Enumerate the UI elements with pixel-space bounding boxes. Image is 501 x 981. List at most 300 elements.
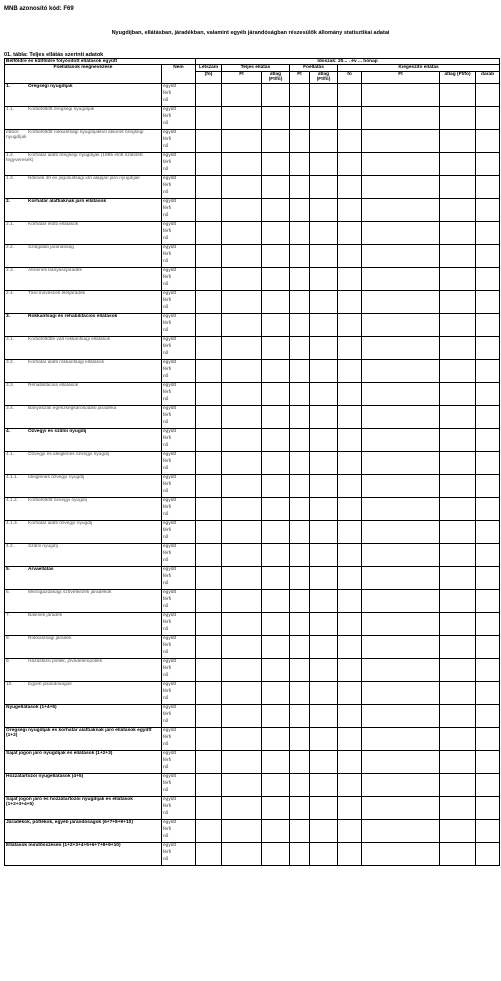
data-cell[interactable] (362, 336, 440, 359)
data-cell[interactable] (362, 658, 440, 681)
data-cell[interactable] (262, 842, 290, 865)
data-cell[interactable] (440, 451, 476, 474)
data-cell[interactable] (196, 727, 222, 750)
data-cell[interactable] (262, 750, 290, 773)
data-cell[interactable] (262, 313, 290, 336)
data-cell[interactable] (338, 681, 362, 704)
data-cell[interactable] (338, 474, 362, 497)
data-cell[interactable] (362, 129, 440, 152)
data-cell[interactable] (440, 382, 476, 405)
data-cell[interactable] (362, 497, 440, 520)
data-cell[interactable] (476, 198, 500, 221)
data-cell[interactable] (290, 612, 310, 635)
data-cell[interactable] (222, 773, 262, 796)
data-cell[interactable] (262, 796, 290, 819)
data-cell[interactable] (476, 382, 500, 405)
data-cell[interactable] (262, 635, 290, 658)
data-cell[interactable] (222, 681, 262, 704)
data-cell[interactable] (440, 336, 476, 359)
data-cell[interactable] (222, 244, 262, 267)
data-cell[interactable] (290, 635, 310, 658)
data-cell[interactable] (440, 106, 476, 129)
data-cell[interactable] (338, 267, 362, 290)
data-cell[interactable] (290, 428, 310, 451)
data-cell[interactable] (196, 129, 222, 152)
data-cell[interactable] (290, 681, 310, 704)
data-cell[interactable] (290, 704, 310, 727)
data-cell[interactable] (362, 83, 440, 106)
data-cell[interactable] (196, 635, 222, 658)
data-cell[interactable] (262, 221, 290, 244)
data-cell[interactable] (476, 704, 500, 727)
data-cell[interactable] (262, 267, 290, 290)
data-cell[interactable] (196, 750, 222, 773)
data-cell[interactable] (338, 359, 362, 382)
data-cell[interactable] (476, 497, 500, 520)
data-cell[interactable] (338, 175, 362, 198)
data-cell[interactable] (222, 267, 262, 290)
data-cell[interactable] (196, 198, 222, 221)
data-cell[interactable] (338, 635, 362, 658)
data-cell[interactable] (310, 474, 338, 497)
data-cell[interactable] (310, 773, 338, 796)
data-cell[interactable] (476, 635, 500, 658)
data-cell[interactable] (222, 405, 262, 428)
data-cell[interactable] (440, 313, 476, 336)
data-cell[interactable] (290, 543, 310, 566)
data-cell[interactable] (262, 359, 290, 382)
data-cell[interactable] (290, 497, 310, 520)
data-cell[interactable] (310, 175, 338, 198)
data-cell[interactable] (362, 819, 440, 842)
data-cell[interactable] (222, 198, 262, 221)
data-cell[interactable] (440, 589, 476, 612)
data-cell[interactable] (196, 566, 222, 589)
data-cell[interactable] (196, 681, 222, 704)
data-cell[interactable] (362, 704, 440, 727)
data-cell[interactable] (196, 267, 222, 290)
data-cell[interactable] (476, 773, 500, 796)
data-cell[interactable] (196, 83, 222, 106)
data-cell[interactable] (222, 704, 262, 727)
data-cell[interactable] (310, 451, 338, 474)
data-cell[interactable] (196, 451, 222, 474)
data-cell[interactable] (290, 83, 310, 106)
data-cell[interactable] (440, 152, 476, 175)
data-cell[interactable] (290, 106, 310, 129)
data-cell[interactable] (196, 773, 222, 796)
data-cell[interactable] (290, 267, 310, 290)
data-cell[interactable] (440, 842, 476, 865)
data-cell[interactable] (262, 589, 290, 612)
data-cell[interactable] (476, 658, 500, 681)
data-cell[interactable] (476, 244, 500, 267)
data-cell[interactable] (262, 290, 290, 313)
data-cell[interactable] (262, 336, 290, 359)
data-cell[interactable] (476, 750, 500, 773)
data-cell[interactable] (440, 175, 476, 198)
data-cell[interactable] (476, 313, 500, 336)
data-cell[interactable] (290, 658, 310, 681)
data-cell[interactable] (310, 221, 338, 244)
data-cell[interactable] (476, 842, 500, 865)
data-cell[interactable] (222, 83, 262, 106)
data-cell[interactable] (222, 313, 262, 336)
data-cell[interactable] (362, 267, 440, 290)
data-cell[interactable] (290, 359, 310, 382)
data-cell[interactable] (196, 152, 222, 175)
data-cell[interactable] (262, 704, 290, 727)
data-cell[interactable] (310, 290, 338, 313)
data-cell[interactable] (196, 612, 222, 635)
data-cell[interactable] (338, 520, 362, 543)
data-cell[interactable] (440, 497, 476, 520)
data-cell[interactable] (310, 543, 338, 566)
data-cell[interactable] (290, 313, 310, 336)
data-cell[interactable] (222, 175, 262, 198)
data-cell[interactable] (476, 428, 500, 451)
data-cell[interactable] (362, 290, 440, 313)
data-cell[interactable] (476, 819, 500, 842)
data-cell[interactable] (196, 405, 222, 428)
data-cell[interactable] (222, 451, 262, 474)
data-cell[interactable] (310, 704, 338, 727)
data-cell[interactable] (476, 106, 500, 129)
data-cell[interactable] (262, 428, 290, 451)
data-cell[interactable] (290, 727, 310, 750)
data-cell[interactable] (310, 819, 338, 842)
data-cell[interactable] (440, 290, 476, 313)
data-cell[interactable] (310, 796, 338, 819)
data-cell[interactable] (262, 658, 290, 681)
data-cell[interactable] (196, 474, 222, 497)
data-cell[interactable] (440, 221, 476, 244)
data-cell[interactable] (362, 773, 440, 796)
data-cell[interactable] (222, 520, 262, 543)
data-cell[interactable] (196, 497, 222, 520)
data-cell[interactable] (362, 152, 440, 175)
data-cell[interactable] (310, 359, 338, 382)
data-cell[interactable] (338, 152, 362, 175)
data-cell[interactable] (338, 244, 362, 267)
data-cell[interactable] (362, 428, 440, 451)
data-cell[interactable] (290, 589, 310, 612)
data-cell[interactable] (262, 198, 290, 221)
data-cell[interactable] (290, 221, 310, 244)
data-cell[interactable] (196, 244, 222, 267)
data-cell[interactable] (362, 566, 440, 589)
data-cell[interactable] (262, 382, 290, 405)
data-cell[interactable] (290, 244, 310, 267)
data-cell[interactable] (222, 290, 262, 313)
data-cell[interactable] (338, 290, 362, 313)
data-cell[interactable] (338, 750, 362, 773)
data-cell[interactable] (222, 474, 262, 497)
data-cell[interactable] (476, 543, 500, 566)
data-cell[interactable] (310, 129, 338, 152)
data-cell[interactable] (310, 83, 338, 106)
data-cell[interactable] (440, 566, 476, 589)
data-cell[interactable] (440, 405, 476, 428)
data-cell[interactable] (362, 681, 440, 704)
data-cell[interactable] (362, 520, 440, 543)
data-cell[interactable] (222, 796, 262, 819)
data-cell[interactable] (338, 727, 362, 750)
data-cell[interactable] (290, 152, 310, 175)
data-cell[interactable] (476, 612, 500, 635)
data-cell[interactable] (338, 842, 362, 865)
data-cell[interactable] (196, 704, 222, 727)
data-cell[interactable] (362, 451, 440, 474)
data-cell[interactable] (440, 543, 476, 566)
data-cell[interactable] (362, 198, 440, 221)
data-cell[interactable] (196, 313, 222, 336)
data-cell[interactable] (310, 681, 338, 704)
data-cell[interactable] (310, 612, 338, 635)
data-cell[interactable] (338, 106, 362, 129)
data-cell[interactable] (310, 313, 338, 336)
data-cell[interactable] (262, 152, 290, 175)
data-cell[interactable] (262, 244, 290, 267)
data-cell[interactable] (338, 497, 362, 520)
data-cell[interactable] (440, 727, 476, 750)
data-cell[interactable] (222, 382, 262, 405)
data-cell[interactable] (310, 497, 338, 520)
data-cell[interactable] (362, 221, 440, 244)
data-cell[interactable] (262, 612, 290, 635)
data-cell[interactable] (310, 428, 338, 451)
data-cell[interactable] (290, 129, 310, 152)
data-cell[interactable] (440, 244, 476, 267)
data-cell[interactable] (362, 589, 440, 612)
data-cell[interactable] (476, 796, 500, 819)
data-cell[interactable] (338, 796, 362, 819)
data-cell[interactable] (222, 658, 262, 681)
data-cell[interactable] (476, 267, 500, 290)
data-cell[interactable] (262, 681, 290, 704)
data-cell[interactable] (310, 566, 338, 589)
data-cell[interactable] (222, 359, 262, 382)
data-cell[interactable] (290, 175, 310, 198)
data-cell[interactable] (338, 773, 362, 796)
data-cell[interactable] (476, 405, 500, 428)
data-cell[interactable] (362, 796, 440, 819)
data-cell[interactable] (262, 773, 290, 796)
data-cell[interactable] (362, 612, 440, 635)
data-cell[interactable] (338, 451, 362, 474)
data-cell[interactable] (440, 474, 476, 497)
data-cell[interactable] (262, 451, 290, 474)
data-cell[interactable] (476, 290, 500, 313)
data-cell[interactable] (310, 750, 338, 773)
data-cell[interactable] (262, 497, 290, 520)
data-cell[interactable] (310, 842, 338, 865)
data-cell[interactable] (196, 382, 222, 405)
data-cell[interactable] (196, 106, 222, 129)
data-cell[interactable] (338, 543, 362, 566)
data-cell[interactable] (476, 727, 500, 750)
data-cell[interactable] (338, 566, 362, 589)
data-cell[interactable] (338, 819, 362, 842)
data-cell[interactable] (196, 290, 222, 313)
data-cell[interactable] (440, 819, 476, 842)
data-cell[interactable] (338, 198, 362, 221)
data-cell[interactable] (338, 405, 362, 428)
data-cell[interactable] (440, 635, 476, 658)
data-cell[interactable] (338, 221, 362, 244)
data-cell[interactable] (440, 750, 476, 773)
data-cell[interactable] (196, 819, 222, 842)
data-cell[interactable] (362, 175, 440, 198)
data-cell[interactable] (222, 543, 262, 566)
data-cell[interactable] (476, 520, 500, 543)
data-cell[interactable] (362, 313, 440, 336)
data-cell[interactable] (362, 750, 440, 773)
data-cell[interactable] (222, 152, 262, 175)
data-cell[interactable] (290, 382, 310, 405)
data-cell[interactable] (196, 221, 222, 244)
data-cell[interactable] (262, 474, 290, 497)
data-cell[interactable] (338, 612, 362, 635)
data-cell[interactable] (262, 819, 290, 842)
data-cell[interactable] (222, 819, 262, 842)
data-cell[interactable] (338, 382, 362, 405)
data-cell[interactable] (338, 704, 362, 727)
data-cell[interactable] (310, 152, 338, 175)
data-cell[interactable] (222, 612, 262, 635)
data-cell[interactable] (362, 382, 440, 405)
data-cell[interactable] (476, 451, 500, 474)
data-cell[interactable] (310, 658, 338, 681)
data-cell[interactable] (290, 819, 310, 842)
data-cell[interactable] (290, 750, 310, 773)
data-cell[interactable] (476, 129, 500, 152)
data-cell[interactable] (440, 129, 476, 152)
data-cell[interactable] (222, 566, 262, 589)
data-cell[interactable] (310, 198, 338, 221)
data-cell[interactable] (290, 773, 310, 796)
data-cell[interactable] (440, 83, 476, 106)
data-cell[interactable] (476, 175, 500, 198)
data-cell[interactable] (440, 704, 476, 727)
data-cell[interactable] (262, 106, 290, 129)
data-cell[interactable] (290, 474, 310, 497)
data-cell[interactable] (476, 336, 500, 359)
data-cell[interactable] (476, 474, 500, 497)
data-cell[interactable] (196, 520, 222, 543)
data-cell[interactable] (362, 727, 440, 750)
data-cell[interactable] (290, 405, 310, 428)
data-cell[interactable] (476, 681, 500, 704)
data-cell[interactable] (290, 566, 310, 589)
data-cell[interactable] (476, 83, 500, 106)
data-cell[interactable] (262, 727, 290, 750)
data-cell[interactable] (196, 658, 222, 681)
data-cell[interactable] (338, 313, 362, 336)
data-cell[interactable] (338, 83, 362, 106)
data-cell[interactable] (440, 428, 476, 451)
data-cell[interactable] (222, 842, 262, 865)
data-cell[interactable] (196, 842, 222, 865)
data-cell[interactable] (338, 589, 362, 612)
data-cell[interactable] (310, 244, 338, 267)
data-cell[interactable] (440, 520, 476, 543)
data-cell[interactable] (196, 589, 222, 612)
data-cell[interactable] (196, 359, 222, 382)
data-cell[interactable] (338, 658, 362, 681)
data-cell[interactable] (362, 359, 440, 382)
data-cell[interactable] (310, 336, 338, 359)
data-cell[interactable] (290, 520, 310, 543)
data-cell[interactable] (476, 566, 500, 589)
data-cell[interactable] (222, 589, 262, 612)
data-cell[interactable] (310, 382, 338, 405)
data-cell[interactable] (310, 727, 338, 750)
data-cell[interactable] (196, 336, 222, 359)
data-cell[interactable] (362, 474, 440, 497)
data-cell[interactable] (338, 428, 362, 451)
data-cell[interactable] (362, 635, 440, 658)
data-cell[interactable] (262, 83, 290, 106)
data-cell[interactable] (362, 244, 440, 267)
data-cell[interactable] (222, 129, 262, 152)
data-cell[interactable] (290, 842, 310, 865)
data-cell[interactable] (290, 451, 310, 474)
data-cell[interactable] (262, 543, 290, 566)
data-cell[interactable] (440, 198, 476, 221)
data-cell[interactable] (362, 405, 440, 428)
data-cell[interactable] (196, 543, 222, 566)
data-cell[interactable] (262, 129, 290, 152)
data-cell[interactable] (222, 727, 262, 750)
data-cell[interactable] (310, 635, 338, 658)
data-cell[interactable] (476, 359, 500, 382)
data-cell[interactable] (476, 221, 500, 244)
data-cell[interactable] (362, 106, 440, 129)
data-cell[interactable] (440, 796, 476, 819)
data-cell[interactable] (290, 336, 310, 359)
data-cell[interactable] (362, 543, 440, 566)
data-cell[interactable] (310, 589, 338, 612)
data-cell[interactable] (310, 405, 338, 428)
data-cell[interactable] (338, 336, 362, 359)
data-cell[interactable] (440, 658, 476, 681)
data-cell[interactable] (362, 842, 440, 865)
data-cell[interactable] (310, 520, 338, 543)
data-cell[interactable] (196, 796, 222, 819)
data-cell[interactable] (476, 589, 500, 612)
data-cell[interactable] (310, 106, 338, 129)
data-cell[interactable] (222, 221, 262, 244)
data-cell[interactable] (290, 198, 310, 221)
data-cell[interactable] (196, 175, 222, 198)
data-cell[interactable] (440, 681, 476, 704)
data-cell[interactable] (290, 290, 310, 313)
data-cell[interactable] (476, 152, 500, 175)
data-cell[interactable] (222, 428, 262, 451)
data-cell[interactable] (222, 497, 262, 520)
data-cell[interactable] (222, 635, 262, 658)
data-cell[interactable] (222, 336, 262, 359)
data-cell[interactable] (290, 796, 310, 819)
data-cell[interactable] (196, 428, 222, 451)
data-cell[interactable] (440, 359, 476, 382)
data-cell[interactable] (262, 405, 290, 428)
data-cell[interactable] (338, 129, 362, 152)
data-cell[interactable] (440, 612, 476, 635)
data-cell[interactable] (222, 750, 262, 773)
data-cell[interactable] (310, 267, 338, 290)
